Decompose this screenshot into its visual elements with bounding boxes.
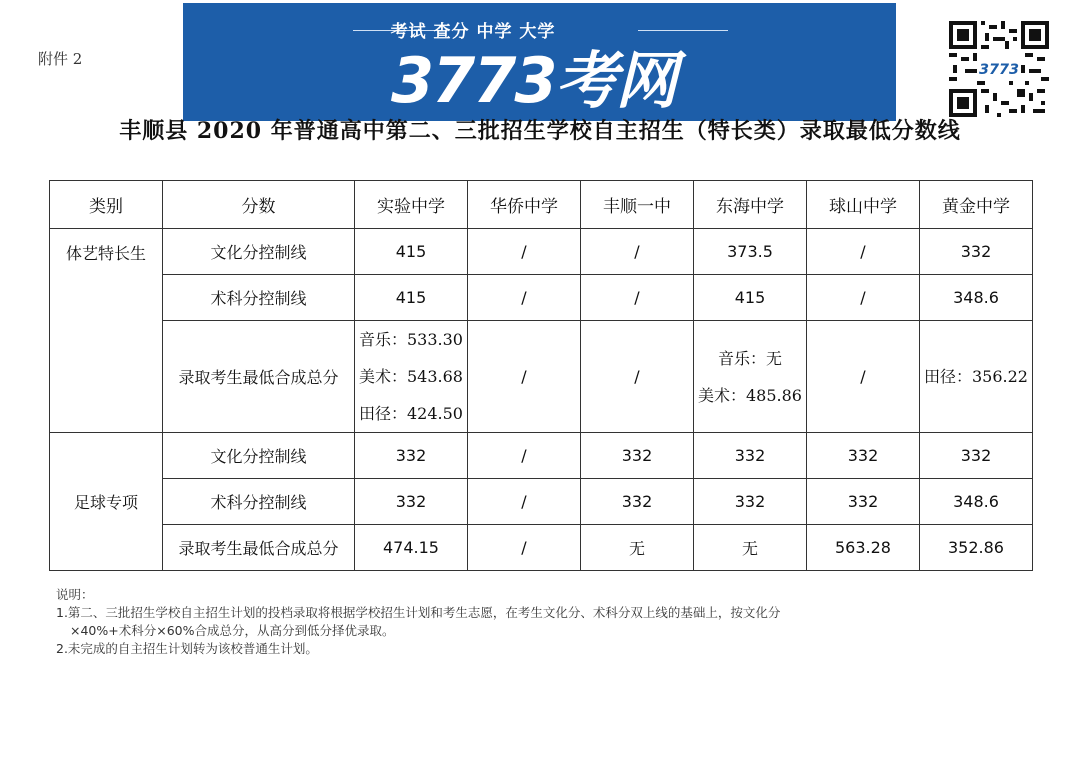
table-cell: / (581, 321, 694, 433)
table-row (50, 479, 1033, 525)
table-cell: 474.15 (355, 525, 468, 571)
qr-code-icon (947, 19, 1055, 123)
table-cell (920, 321, 1033, 433)
table-cell: 332 (920, 229, 1033, 275)
row-label: 录取考生最低合成总分 (163, 321, 355, 433)
table-cell: / (807, 229, 920, 275)
row-label: 术科分控制线 (163, 275, 355, 321)
site-banner[interactable] (183, 3, 1020, 121)
table-cell: / (468, 275, 581, 321)
header-school-shiyan: 实验中学 (355, 181, 468, 229)
table-cell: 332 (581, 479, 694, 525)
table-cell: 332 (694, 433, 807, 479)
table-cell: 348.6 (920, 479, 1033, 525)
table-cell: 332 (920, 433, 1033, 479)
table-cell: / (468, 321, 581, 433)
banner-tagline: 考试 查分 中学 大学 (390, 22, 556, 42)
table-cell: 332 (807, 433, 920, 479)
table-cell: / (468, 525, 581, 571)
table-cell: 563.28 (807, 525, 920, 571)
note-item-2: 2.未完成的自主招生计划转为该校普通生计划。 (56, 641, 318, 656)
category-cell: 足球专项 (50, 433, 163, 571)
table-cell (694, 321, 807, 433)
page-title: 丰顺县 2020 年普通高中第二、三批招生学校自主招生（特长类）录取最低分数线 (119, 118, 961, 144)
table-cell: 348.6 (920, 275, 1033, 321)
header-category: 类别 (50, 181, 163, 229)
table-cell: 415 (355, 275, 468, 321)
table-row (50, 321, 1033, 433)
table-cell: 415 (355, 229, 468, 275)
notes-heading: 说明： (56, 587, 94, 602)
table-row (50, 275, 1033, 321)
table-cell: / (468, 229, 581, 275)
table-cell: / (468, 479, 581, 525)
qr-center-label: 3773 (978, 62, 1020, 79)
table-cell: 无 (694, 525, 807, 571)
table-cell: 332 (355, 479, 468, 525)
score-table (49, 180, 1033, 571)
score-music: 音乐：无 (717, 348, 782, 368)
table-cell: / (807, 321, 920, 433)
header-school-qiushan: 球山中学 (807, 181, 920, 229)
table-cell: 373.5 (694, 229, 807, 275)
header-score: 分数 (163, 181, 355, 229)
note-item-1: 1.第二、三批招生学校自主招生计划的投档录取将根据学校招生计划和考生志愿，在考生文化分、术科分双上线的基础上，按文化分 (56, 605, 781, 620)
table-cell: 332 (355, 433, 468, 479)
table-cell: / (581, 275, 694, 321)
table-cell: / (468, 433, 581, 479)
score-athletics: 田径：356.22 (924, 367, 1028, 386)
row-label: 文化分控制线 (163, 433, 355, 479)
header-school-donghai: 东海中学 (694, 181, 807, 229)
note-item-1-continued: ×40%+术科分×60%合成总分，从高分到低分择优录取。 (70, 623, 395, 638)
table-row (50, 229, 1033, 275)
table-cell: / (581, 229, 694, 275)
site-logo: 3773考网 (391, 44, 676, 117)
row-label: 文化分控制线 (163, 229, 355, 275)
table-row (50, 433, 1033, 479)
score-music: 音乐：533.30 (359, 330, 463, 349)
table-cell: 332 (694, 479, 807, 525)
table-cell: 352.86 (920, 525, 1033, 571)
notes-section (56, 586, 956, 658)
row-label: 录取考生最低合成总分 (163, 525, 355, 571)
header-school-huangjin: 黄金中学 (920, 181, 1033, 229)
category-cell: 体艺特长生 (50, 229, 163, 433)
table-cell: / (807, 275, 920, 321)
table-cell (355, 321, 468, 433)
row-label: 术科分控制线 (163, 479, 355, 525)
table-cell: 332 (807, 479, 920, 525)
attachment-label: 附件 2 (38, 50, 83, 68)
table-cell: 无 (581, 525, 694, 571)
score-art: 美术：543.68 (359, 367, 463, 386)
table-cell: 415 (694, 275, 807, 321)
header-school-huaqiao: 华侨中学 (468, 181, 581, 229)
table-cell: 332 (581, 433, 694, 479)
header-school-fengshun-no1: 丰顺一中 (581, 181, 694, 229)
score-art: 美术：485.86 (698, 385, 802, 405)
score-athletics: 田径：424.50 (359, 404, 463, 423)
table-row (50, 525, 1033, 571)
